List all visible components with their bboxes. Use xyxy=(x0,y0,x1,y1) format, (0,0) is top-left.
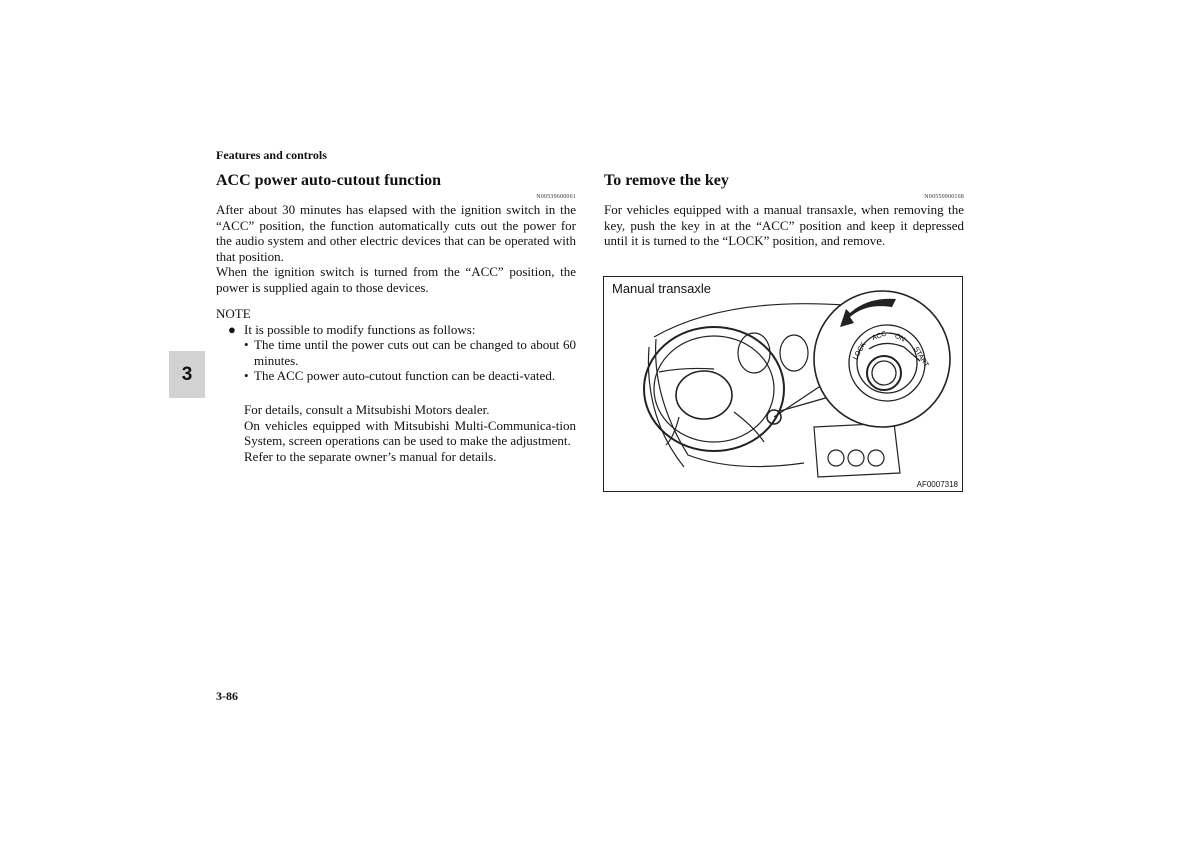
detail-3: Refer to the separate owner’s manual for details. xyxy=(244,448,497,464)
bullet-dot-icon: ● xyxy=(228,321,236,337)
note-sub-item-text-1: The time until the power cuts out can be changed to about 60 minutes. xyxy=(254,337,576,368)
detail-2: On vehicles equipped with Mitsubishi Multi-Communica-tion System, screen operations can be used to make the adjustment. xyxy=(244,417,576,449)
note-sub-item-text-2: The ACC power auto-cutout function can be deacti-vated. xyxy=(254,368,556,384)
left-section-title: ACC power auto-cutout function xyxy=(216,172,442,189)
detail-1: For details, consult a Mitsubishi Motors dealer. xyxy=(244,401,490,417)
left-body xyxy=(216,202,576,296)
right-paragraph: For vehicles equipped with a manual transaxle, when removing the key, push the key in at the “ACC” position and keep it depressed until it is turned to the “LOCK” position, and remove. xyxy=(604,202,964,249)
figure-code: AF0007318 xyxy=(916,480,958,489)
ignition-figure xyxy=(603,276,963,492)
dashboard-illustration xyxy=(604,277,962,491)
note-bullet xyxy=(228,322,576,338)
chapter-tab: 3 xyxy=(169,351,205,398)
figure-label: Manual transaxle xyxy=(612,281,711,296)
lock-label: LOCK xyxy=(852,341,868,362)
note-block xyxy=(216,306,576,464)
acc-label: ACC xyxy=(871,330,888,343)
note-sub-item-2 xyxy=(244,368,576,384)
left-paragraph-1: After about 30 minutes has elapsed with the ignition switch in the “ACC” position, the function automatically cuts out the power for the audio system and other electric devices that can be operated with that position. xyxy=(216,202,576,264)
section-header: Features and controls xyxy=(216,148,327,162)
sub-bullet-icon: • xyxy=(244,337,249,353)
note-title: NOTE xyxy=(216,306,251,321)
left-paragraph-2: When the ignition switch is turned from the “ACC” position, the power is supplied again to those devices. xyxy=(216,264,576,295)
left-section-code: N00539600061 xyxy=(536,194,576,200)
page-number: 3-86 xyxy=(216,689,238,703)
start-label: START xyxy=(911,345,930,369)
sub-bullet-icon: • xyxy=(244,368,249,384)
right-section-title: To remove the key xyxy=(604,172,729,189)
note-details xyxy=(244,402,576,464)
note-bullet-text: It is possible to modify functions as follows: xyxy=(244,321,476,337)
right-section-code: N00550900168 xyxy=(924,194,964,200)
on-label: ON xyxy=(893,332,907,344)
note-sub-item-1 xyxy=(244,337,576,368)
